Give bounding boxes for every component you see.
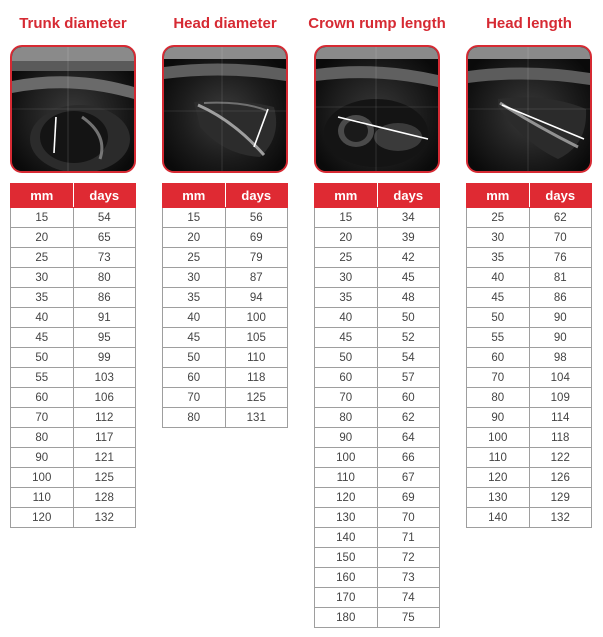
cell-days: 90 <box>529 328 592 348</box>
table-row <box>467 448 592 468</box>
cell-days: 122 <box>529 448 592 468</box>
cell-days: 73 <box>377 568 440 588</box>
cell-days: 103 <box>73 368 136 388</box>
table-row <box>11 388 136 408</box>
table-row <box>11 328 136 348</box>
table-row <box>315 428 440 448</box>
cell-mm: 80 <box>467 388 530 408</box>
table-row <box>467 248 592 268</box>
cell-days: 34 <box>377 208 440 228</box>
cell-mm: 70 <box>467 368 530 388</box>
cell-days: 114 <box>529 408 592 428</box>
table-row <box>315 308 440 328</box>
cell-mm: 60 <box>11 388 74 408</box>
trunk-diameter-table <box>10 183 136 528</box>
header-mm: mm <box>11 184 74 208</box>
cell-mm: 70 <box>11 408 74 428</box>
cell-days: 104 <box>529 368 592 388</box>
cell-days: 62 <box>377 408 440 428</box>
cell-mm: 55 <box>11 368 74 388</box>
table-row <box>11 488 136 508</box>
cell-mm: 55 <box>467 328 530 348</box>
table-body <box>315 208 440 628</box>
cell-days: 71 <box>377 528 440 548</box>
table-row <box>163 328 288 348</box>
table-row <box>315 448 440 468</box>
cell-days: 67 <box>377 468 440 488</box>
table-row <box>467 368 592 388</box>
table-row <box>11 368 136 388</box>
cell-mm: 45 <box>163 328 226 348</box>
table-row <box>315 488 440 508</box>
cell-mm: 70 <box>163 388 226 408</box>
table-row <box>467 388 592 408</box>
cell-mm: 30 <box>11 268 74 288</box>
table-row <box>467 328 592 348</box>
table-row <box>467 428 592 448</box>
cell-days: 54 <box>73 208 136 228</box>
cell-days: 132 <box>73 508 136 528</box>
cell-mm: 100 <box>315 448 378 468</box>
cell-days: 65 <box>73 228 136 248</box>
table-row <box>163 408 288 428</box>
cell-mm: 50 <box>163 348 226 368</box>
cell-days: 60 <box>377 388 440 408</box>
cell-mm: 50 <box>467 308 530 328</box>
cell-days: 62 <box>529 208 592 228</box>
cell-mm: 50 <box>315 348 378 368</box>
cell-mm: 130 <box>315 508 378 528</box>
cell-mm: 60 <box>467 348 530 368</box>
cell-mm: 15 <box>315 208 378 228</box>
cell-days: 86 <box>73 288 136 308</box>
cell-mm: 35 <box>467 248 530 268</box>
header-days: days <box>73 184 136 208</box>
table-row <box>315 388 440 408</box>
cell-mm: 160 <box>315 568 378 588</box>
cell-days: 56 <box>225 208 288 228</box>
cell-mm: 150 <box>315 548 378 568</box>
cell-days: 94 <box>225 288 288 308</box>
cell-days: 106 <box>73 388 136 408</box>
cell-mm: 45 <box>467 288 530 308</box>
cell-days: 118 <box>529 428 592 448</box>
cell-days: 80 <box>73 268 136 288</box>
cell-mm: 120 <box>315 488 378 508</box>
cell-mm: 25 <box>315 248 378 268</box>
table-row <box>11 248 136 268</box>
column-title: Trunk diameter <box>19 15 127 32</box>
ultrasound-image-crown-rump-length <box>314 45 440 173</box>
header-mm: mm <box>467 184 530 208</box>
cell-days: 74 <box>377 588 440 608</box>
table-row <box>315 228 440 248</box>
cell-days: 131 <box>225 408 288 428</box>
ultrasound-image-trunk-diameter <box>10 45 136 173</box>
cell-mm: 110 <box>467 448 530 468</box>
table-row <box>11 448 136 468</box>
cell-mm: 60 <box>315 368 378 388</box>
cell-days: 64 <box>377 428 440 448</box>
cell-mm: 100 <box>11 468 74 488</box>
table-row <box>467 488 592 508</box>
table-row <box>467 208 592 228</box>
ultrasound-image-head-diameter <box>162 45 288 173</box>
cell-days: 109 <box>529 388 592 408</box>
cell-days: 70 <box>529 228 592 248</box>
cell-days: 79 <box>225 248 288 268</box>
cell-mm: 40 <box>163 308 226 328</box>
cell-days: 125 <box>225 388 288 408</box>
table-row <box>11 428 136 448</box>
head-length-table <box>466 183 592 528</box>
cell-days: 91 <box>73 308 136 328</box>
cell-days: 99 <box>73 348 136 368</box>
ultrasound-image-head-length <box>466 45 592 173</box>
cell-days: 90 <box>529 308 592 328</box>
cell-days: 118 <box>225 368 288 388</box>
table-row <box>315 608 440 628</box>
cell-days: 69 <box>225 228 288 248</box>
table-row <box>467 308 592 328</box>
cell-mm: 25 <box>467 208 530 228</box>
table-row <box>163 308 288 328</box>
cell-days: 98 <box>529 348 592 368</box>
crown-rump-length-table <box>314 183 440 628</box>
table-row <box>163 288 288 308</box>
cell-mm: 50 <box>11 348 74 368</box>
table-row <box>315 328 440 348</box>
cell-days: 39 <box>377 228 440 248</box>
table-row <box>11 208 136 228</box>
table-row <box>11 468 136 488</box>
cell-days: 52 <box>377 328 440 348</box>
cell-mm: 15 <box>163 208 226 228</box>
table-row <box>163 348 288 368</box>
cell-days: 48 <box>377 288 440 308</box>
table-row <box>467 228 592 248</box>
cell-days: 132 <box>529 508 592 528</box>
table-row <box>163 388 288 408</box>
table-row <box>315 288 440 308</box>
cell-mm: 130 <box>467 488 530 508</box>
cell-mm: 90 <box>467 408 530 428</box>
table-row <box>315 568 440 588</box>
table-row <box>315 548 440 568</box>
table-row <box>315 528 440 548</box>
table-row <box>11 408 136 428</box>
table-row <box>163 268 288 288</box>
cell-days: 54 <box>377 348 440 368</box>
cell-mm: 30 <box>467 228 530 248</box>
cell-mm: 120 <box>11 508 74 528</box>
cell-mm: 45 <box>315 328 378 348</box>
cell-mm: 25 <box>163 248 226 268</box>
cell-mm: 80 <box>11 428 74 448</box>
table-row <box>315 508 440 528</box>
column-title: Crown rump length <box>308 15 446 32</box>
cell-mm: 120 <box>467 468 530 488</box>
table-row <box>11 508 136 528</box>
table-row <box>11 228 136 248</box>
table-body <box>11 208 136 528</box>
cell-mm: 15 <box>11 208 74 228</box>
cell-days: 125 <box>73 468 136 488</box>
cell-mm: 20 <box>315 228 378 248</box>
table-row <box>315 248 440 268</box>
table-body <box>467 208 592 528</box>
cell-days: 100 <box>225 308 288 328</box>
cell-days: 86 <box>529 288 592 308</box>
cell-days: 129 <box>529 488 592 508</box>
cell-mm: 60 <box>163 368 226 388</box>
cell-mm: 80 <box>315 408 378 428</box>
column-title: Head diameter <box>173 15 277 32</box>
table-row <box>467 348 592 368</box>
table-row <box>315 408 440 428</box>
cell-days: 50 <box>377 308 440 328</box>
table-row <box>11 288 136 308</box>
cell-mm: 35 <box>11 288 74 308</box>
cell-mm: 70 <box>315 388 378 408</box>
header-mm: mm <box>315 184 378 208</box>
cell-days: 75 <box>377 608 440 628</box>
header-days: days <box>529 184 592 208</box>
cell-days: 126 <box>529 468 592 488</box>
header-days: days <box>377 184 440 208</box>
head-diameter-table <box>162 183 288 428</box>
cell-mm: 40 <box>467 268 530 288</box>
cell-days: 45 <box>377 268 440 288</box>
cell-days: 110 <box>225 348 288 368</box>
cell-days: 70 <box>377 508 440 528</box>
cell-days: 95 <box>73 328 136 348</box>
cell-days: 73 <box>73 248 136 268</box>
table-row <box>467 268 592 288</box>
cell-mm: 40 <box>11 308 74 328</box>
cell-mm: 20 <box>11 228 74 248</box>
cell-mm: 110 <box>315 468 378 488</box>
cell-days: 105 <box>225 328 288 348</box>
cell-mm: 90 <box>11 448 74 468</box>
cell-mm: 20 <box>163 228 226 248</box>
cell-mm: 40 <box>315 308 378 328</box>
cell-days: 69 <box>377 488 440 508</box>
column-title: Head length <box>486 15 572 32</box>
table-row <box>467 468 592 488</box>
cell-mm: 180 <box>315 608 378 628</box>
table-row <box>163 368 288 388</box>
table-row <box>315 368 440 388</box>
cell-mm: 140 <box>315 528 378 548</box>
cell-days: 76 <box>529 248 592 268</box>
cell-days: 117 <box>73 428 136 448</box>
cell-mm: 170 <box>315 588 378 608</box>
table-row <box>11 348 136 368</box>
cell-days: 66 <box>377 448 440 468</box>
cell-mm: 100 <box>467 428 530 448</box>
cell-days: 87 <box>225 268 288 288</box>
cell-days: 72 <box>377 548 440 568</box>
cell-mm: 25 <box>11 248 74 268</box>
table-row <box>163 228 288 248</box>
cell-mm: 30 <box>315 268 378 288</box>
table-row <box>467 408 592 428</box>
cell-days: 128 <box>73 488 136 508</box>
cell-mm: 140 <box>467 508 530 528</box>
table-row <box>467 288 592 308</box>
cell-mm: 80 <box>163 408 226 428</box>
cell-mm: 35 <box>163 288 226 308</box>
table-row <box>315 268 440 288</box>
cell-days: 81 <box>529 268 592 288</box>
table-row <box>11 308 136 328</box>
cell-mm: 90 <box>315 428 378 448</box>
header-mm: mm <box>163 184 226 208</box>
table-row <box>163 208 288 228</box>
cell-days: 112 <box>73 408 136 428</box>
table-row <box>315 468 440 488</box>
table-row <box>315 348 440 368</box>
table-row <box>315 208 440 228</box>
cell-mm: 110 <box>11 488 74 508</box>
cell-mm: 35 <box>315 288 378 308</box>
table-row <box>163 248 288 268</box>
table-row <box>11 268 136 288</box>
cell-mm: 30 <box>163 268 226 288</box>
table-row <box>467 508 592 528</box>
cell-days: 57 <box>377 368 440 388</box>
table-row <box>315 588 440 608</box>
header-days: days <box>225 184 288 208</box>
cell-days: 121 <box>73 448 136 468</box>
table-body <box>163 208 288 428</box>
cell-mm: 45 <box>11 328 74 348</box>
cell-days: 42 <box>377 248 440 268</box>
